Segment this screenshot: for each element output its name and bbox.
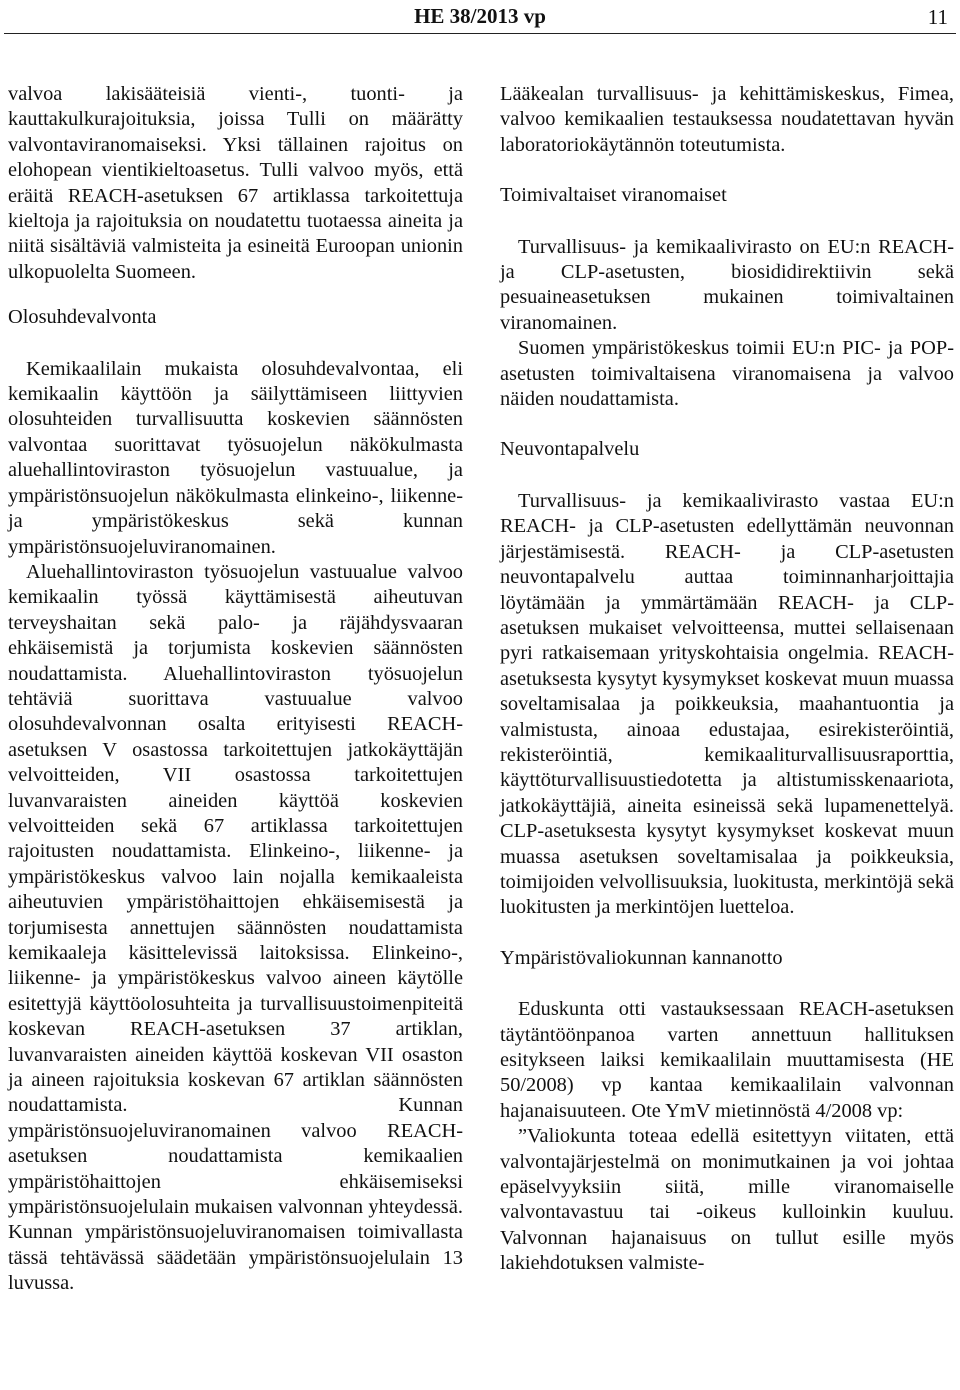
section-heading: Olosuhdevalvonta xyxy=(8,306,157,329)
left-column xyxy=(8,82,463,1297)
paragraph: Aluehallintoviraston työsuojelun vastuualue valvoo kemikaalin työssä käyttämisestä aiheutuvan terveyshaitan sekä palo- ja räjähdysvaaran ehkäisemistä ja torjumista koskevien säännösten noudattamista. Aluehallintoviraston työsuojelun tehtäviä suorittava vastuualue valvoo olosuhdevalvonnan osalta erityisesti REACH-asetuksen V osastossa tarkoitettujen jatkokäyttäjän velvoitteiden, VII osastossa tarkoitettujen luvanvaraisten aineiden käyttöä koskevien velvoitteiden sekä 67 artiklassa tarkoitettujen rajoitusten noudattamista. Elinkeino-, liikenne- ja ympäristökeskus valvoo lain nojalla kemikaaleista aiheutuvien ympäristöhaittojen ehkäisemisestä ja torjumisesta annettujen säännösten noudattamista kemikaaleja käsittelevissä laitoksissa. Elinkeino-, liikenne- ja ympäristökeskus valvoo aineen käytölle esitettyjä käyttöolosuhteita ja turvallisuustoimenpiteitä koskevan REACH-asetuksen 37 artiklan, luvanvaraisten aineiden käyttöä koskevan VII osaston ja aineen rajoituksia koskevan 67 artiklan säännösten noudattamista. Kunnan ympäristönsuojeluviranomainen valvoo REACH-asetuksen noudattamista kemikaalien ympäristöhaittojen ehkäisemiseksi ympäristönsuojelulain mukaisen valvonnan yhteydessä. Kunnan ympäristönsuojeluviranomaisen toimivallasta tässä tehtävässä säädetään ympäristönsuojelulain 13 luvussa. xyxy=(8,560,463,1295)
paragraph: Lääkealan turvallisuus- ja kehittämiskeskus, Fimea, valvoo kemikaalien testauksessa noudatettavan hyvän laboratoriokäytännön toteutumista. xyxy=(500,83,954,156)
paragraph: valvoa lakisääteisiä vienti-, tuonti- ja kauttakulkurajoituksia, joissa Tulli on määrätty valvontaviranomaiseksi. Yksi tällainen rajoitus on elohopean vientikieltoasetus. Tulli valvoo myös, että eräitä REACH-asetuksen 67 artiklassa tarkoitettuja kieltoja ja rajoituksia on noudatettu tuotaessa aineita ja niitä sisältäviä valmisteita ja esineitä Euroopan unionin ulkopuolelta Suomeen. xyxy=(8,83,463,283)
section-heading: Toimivaltaiset viranomaiset xyxy=(500,184,727,207)
quote-paragraph: ”Valiokunta toteaa edellä esitettyyn viitaten, että valvontajärjestelmä on monimutkainen ja voi johtaa epäselvyyksiin siitä, mille viranomaiselle valvontavastuu tai -oikeus kulloinkin kuuluu. Valvonnan hajanaisuus on tullut esille myös lakiehdotuksen valmiste- xyxy=(500,1125,954,1275)
paragraph: Turvallisuus- ja kemikaalivirasto on EU:n REACH- ja CLP-asetusten, biosididirektiivin sekä pesuaineasetuksen mukainen toimivaltainen viranomainen. xyxy=(500,235,954,334)
paragraph: Suomen ympäristökeskus toimii EU:n PIC- ja POP-asetusten toimivaltaisena viranomaisena ja valvoo näiden noudattamista. xyxy=(500,337,954,411)
paragraph: Turvallisuus- ja kemikaalivirasto vastaa EU:n REACH- ja CLP-asetusten edellyttämän neuvonnan järjestämisestä. REACH- ja CLP-asetusten neuvontapalvelu auttaa toiminnanharjoittajia löytämään ja ymmärtämään REACH- ja CLP-asetuksen mukaiset velvoitteensa, muttei sellaisenaan pyri ratkaisemaan yrityskohtaisia ongelmia. REACH-asetuksesta kysytyt kysymykset koskevat muun muassa soveltamisalaa ja poikkeuksia, maahantuontia ja valmistusta, ainoaa edustajaa, esirekisteröintiä, rekisteröintiä, kemikaaliturvallisuusraporttia, käyttöturvallisuustiedotetta ja altistumisskenaariota, jatkokäyttäjiä, aineita esineissä sekä lupamenettelyä. CLP-asetuksesta kysytyt kysymykset koskevat muun muassa asetuksen soveltamisalaa ja poikkeuksia, toimijoiden velvollisuuksia, luokitusta, merkintöjä sekä luokitusten ja merkintöjen luetteloa. xyxy=(500,489,954,919)
right-column xyxy=(500,82,954,1277)
page-number: 11 xyxy=(927,5,948,29)
paragraph: Kemikaalilain mukaista olosuhdevalvontaa, eli kemikaalin käyttöön ja säilyttämiseen liittyvien olosuhteiden turvallisuutta koskevien säännösten valvontaa suorittavat työsuojelun näkökulmasta aluehallintoviraston työsuojelun vastuualue, ja ympäristönsuojelun näkökulmasta elinkeino-, liikenne- ja ympäristökeskus sekä kunnan ympäristönsuojeluviranomainen. xyxy=(8,357,463,558)
document-id: HE 38/2013 vp xyxy=(414,4,546,28)
page-header xyxy=(0,0,960,34)
paragraph: Eduskunta otti vastauksessaan REACH-asetuksen täytäntöönpanoa varten annettuun hallituksen esitykseen laiksi kemikaalilain muuttamisesta (HE 50/2008) vp kantaa kemikaalilain valvonnan hajanaisuuteen. Ote YmV mietinnöstä 4/2008 vp: xyxy=(500,998,954,1122)
section-heading: Neuvontapalvelu xyxy=(500,438,640,461)
header-rule xyxy=(4,33,956,34)
section-heading: Ympäristövaliokunnan kannanotto xyxy=(500,946,783,969)
